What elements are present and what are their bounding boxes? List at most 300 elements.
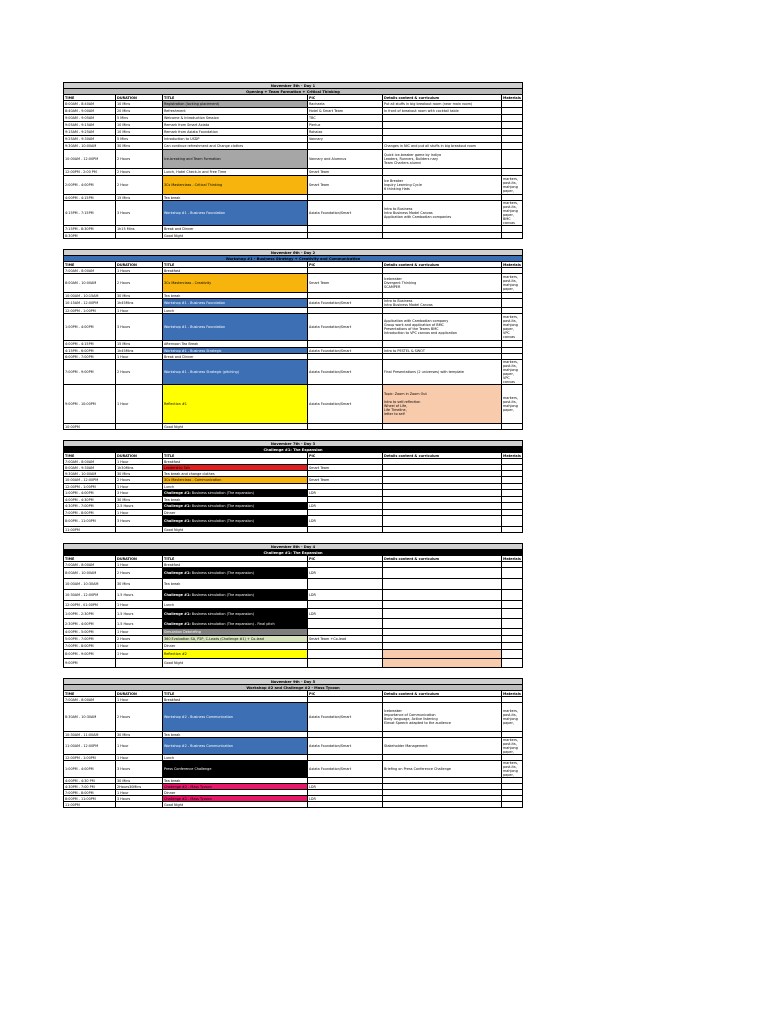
column-header: Materials <box>503 95 521 100</box>
schedule-row <box>64 108 523 115</box>
column-header: TIME <box>64 556 116 562</box>
cell-mat <box>502 101 523 108</box>
cell-dur: 2 Hours <box>116 636 163 643</box>
cell-time: 7:00AM - 8:00AM <box>64 268 116 274</box>
schedule-row <box>64 477 523 484</box>
cell-mat <box>502 341 523 348</box>
cell-title: Reflection #1 <box>163 385 308 424</box>
column-header: DURATION <box>116 556 163 562</box>
schedule-row <box>64 619 523 629</box>
day-date: November 5th - Day 1 <box>64 83 523 89</box>
cell-det <box>383 477 502 484</box>
column-header: DURATION <box>116 691 163 697</box>
column-header: TIME <box>64 453 116 459</box>
cell-pic: Hotel & Smart Team <box>308 108 383 115</box>
cell-title: Workshop #1 - Business Foundation <box>163 299 308 308</box>
cell-dur: 1 Hour <box>116 755 163 761</box>
cell-time: 9:05AM - 9:15AM <box>64 122 116 129</box>
cell-time: 5:00PM - 7:00PM <box>64 636 116 643</box>
day-theme: Workshop #1 - Business Strategy + Creativity and Communication <box>64 256 523 262</box>
cell-det <box>383 516 502 527</box>
cell-title: Dinner <box>163 510 308 516</box>
cell-time: 9:30AM - 10:00AM <box>64 143 116 150</box>
cell-dur: 1.5 Hours <box>116 609 163 619</box>
schedule-row <box>64 201 523 226</box>
cell-time: 8:00AM - 9:30AM <box>64 465 116 471</box>
cell-time: 4:00PM - 4:15PM <box>64 341 116 348</box>
cell-dur: 30 Mins <box>116 778 163 784</box>
cell-pic <box>308 226 383 233</box>
day-schedule <box>63 249 522 430</box>
cell-det: Icebreaker Divergent Thinking SCAMPER <box>383 274 502 293</box>
column-header: PIC <box>308 556 383 562</box>
cell-title: Tea break <box>163 579 308 590</box>
cell-time: 9:00PM - 10:00PM <box>64 385 116 424</box>
column-header: PIC <box>308 453 383 459</box>
cell-dur: 30 Mins <box>116 579 163 590</box>
cell-mat <box>502 601 523 609</box>
cell-det <box>383 129 502 136</box>
schedule-row <box>64 360 523 385</box>
schedule-row <box>64 629 523 636</box>
cell-mat <box>502 150 523 169</box>
cell-title: Good Night <box>163 802 308 808</box>
schedule-row <box>64 424 523 430</box>
cell-title: Workshop #2 - Business Communication <box>163 738 308 755</box>
cell-dur: 2 Hour <box>116 176 163 195</box>
cell-det <box>383 136 502 143</box>
cell-pic: Axiata Foundation/Smart <box>308 201 383 226</box>
cell-title: Workshop #1 - Business Strategic (pitching) <box>163 360 308 385</box>
cell-pic: Smart Team +Co-lead <box>308 636 383 643</box>
cell-time: 9:15AM - 9:25AM <box>64 129 116 136</box>
cell-det <box>383 643 502 650</box>
cell-dur: 1 Hour <box>116 354 163 360</box>
cell-det <box>383 609 502 619</box>
schedule-row <box>64 802 523 808</box>
cell-time: 7:00PM - 8:00PM <box>64 790 116 796</box>
cell-title: 3Cs Masterclass - Communication <box>163 477 308 484</box>
cell-mat <box>502 643 523 650</box>
cell-pic: Smart Team <box>308 465 383 471</box>
cell-mat <box>502 516 523 527</box>
cell-title: Good Night <box>163 233 308 239</box>
cell-title: Workshop #2 - Business Communication <box>163 703 308 732</box>
cell-time: 7:00AM - 8:00AM <box>64 562 116 568</box>
cell-dur: 3 Hours <box>116 201 163 226</box>
cell-mat: markers, post-its, mahjong paper, <box>502 761 523 778</box>
schedule-row <box>64 274 523 293</box>
cell-det <box>383 619 502 629</box>
column-header: TIME <box>64 691 116 697</box>
schedule-row <box>64 650 523 659</box>
cell-dur: 1 Hour <box>116 601 163 609</box>
cell-title: Lunch, Hotel Check-in and Free Time <box>163 169 308 176</box>
cell-title: Breakfast <box>163 562 308 568</box>
column-header: TITLE <box>163 95 308 101</box>
cell-pic <box>308 579 383 590</box>
cell-pic <box>308 802 383 808</box>
cell-mat <box>502 143 523 150</box>
cell-title: Tea break and change clothes <box>163 471 308 477</box>
cell-pic <box>308 233 383 239</box>
cell-pic: Smart Team <box>308 274 383 293</box>
cell-mat <box>502 579 523 590</box>
cell-det <box>383 636 502 643</box>
schedule-row <box>64 503 523 510</box>
cell-title: Challenge #1: Business simulation (The expansion) <box>163 568 308 579</box>
cell-title: Challenge #1: Business simulation (The expansion) <box>163 490 308 497</box>
cell-pic: LDR <box>308 796 383 802</box>
cell-dur: 1 Hours <box>116 268 163 274</box>
cell-pic <box>308 629 383 636</box>
cell-title: Introduction to USDP <box>163 136 308 143</box>
cell-pic <box>308 527 383 533</box>
cell-mat <box>502 503 523 510</box>
cell-title: Registration (locking placement) <box>163 101 308 108</box>
cell-time: 9:30AM - 10:00AM <box>64 471 116 477</box>
cell-time: 8:30AM - 10:30AM <box>64 703 116 732</box>
cell-title: Tea break <box>163 195 308 201</box>
cell-det: Intro to Business Intro Business Model Canvas Application with Cambodian companies <box>383 201 502 226</box>
cell-det <box>383 601 502 609</box>
cell-dur: 10 Mins <box>116 122 163 129</box>
cell-mat <box>502 136 523 143</box>
cell-dur <box>116 659 163 668</box>
cell-mat <box>502 636 523 643</box>
cell-mat: markers, post-its, mahjong paper, <box>502 738 523 755</box>
cell-det <box>383 568 502 579</box>
cell-dur: 1 Hour <box>116 790 163 796</box>
schedule-row <box>64 590 523 601</box>
cell-dur: 1 Hour <box>116 738 163 755</box>
cell-title: Remark from Smart Axiata <box>163 122 308 129</box>
cell-title: Afternoon Tea Break <box>163 341 308 348</box>
cell-dur: 1h15 Mins <box>116 226 163 233</box>
cell-time: 4:15PM - 6:00PM <box>64 348 116 354</box>
column-header: Details content & curriculum <box>383 691 502 697</box>
cell-dur <box>116 802 163 808</box>
cell-time: 10:00AM - 10:30AM <box>64 579 116 590</box>
cell-title: Dinner <box>163 643 308 650</box>
cell-mat <box>502 129 523 136</box>
cell-dur: 15 Mins <box>116 341 163 348</box>
cell-title: Leadership Talk <box>163 465 308 471</box>
cell-dur <box>116 424 163 430</box>
cell-mat <box>502 115 523 122</box>
schedule-row <box>64 568 523 579</box>
cell-title: Lunch <box>163 308 308 314</box>
cell-dur: 1 Hour <box>116 484 163 490</box>
cell-title: Good Night <box>163 659 308 668</box>
cell-time: 9:00AM - 9:05AM <box>64 115 116 122</box>
cell-pic: Axiata Foundation/Smart <box>308 299 383 308</box>
schedule-row <box>64 659 523 668</box>
cell-title: Challenge #1: Business simulation (The expansion) <box>163 590 308 601</box>
schedule-row <box>64 233 523 239</box>
cell-time: 11:00AM - 12:00PM <box>64 738 116 755</box>
schedule-table <box>63 440 523 533</box>
cell-det <box>383 115 502 122</box>
cell-mat <box>502 527 523 533</box>
cell-time: 8:30PM <box>64 233 116 239</box>
cell-title: Welcome & Introduction Session <box>163 115 308 122</box>
schedule-table <box>63 82 523 239</box>
cell-time: 7:00PM - 8:00PM <box>64 643 116 650</box>
cell-title: Tea break <box>163 732 308 738</box>
cell-dur: 2 Hours <box>116 477 163 484</box>
cell-det: Put all stuffs in big breakout room (near main room) <box>383 101 502 108</box>
cell-title: Break and Dinner <box>163 354 308 360</box>
cell-title: Press Conference Challenge <box>163 761 308 778</box>
day-theme: Workshop #2 and Challenge #2 - Mass Tycoon <box>64 685 523 691</box>
schedule-table <box>63 543 523 668</box>
cell-mat <box>502 424 523 430</box>
cell-time: 8:00PM - 11:00PM <box>64 796 116 802</box>
schedule-row <box>64 738 523 755</box>
schedule-row <box>64 176 523 195</box>
cell-dur: 3 Hours <box>116 761 163 778</box>
schedule-row <box>64 299 523 308</box>
column-header: Details content & curriculum <box>383 453 502 459</box>
day-theme: Opening + Team Formation + Critical Thinking <box>64 89 523 95</box>
schedule-page <box>63 82 522 818</box>
cell-pic: Rachaela <box>308 101 383 108</box>
cell-dur: 1 Hour <box>116 629 163 636</box>
cell-dur: 1 Hour <box>116 697 163 703</box>
cell-pic <box>308 643 383 650</box>
cell-title: Breakfast <box>163 268 308 274</box>
cell-time: 4:30PM - 7:00PM <box>64 503 116 510</box>
cell-time: 9:25AM - 9:30AM <box>64 136 116 143</box>
cell-pic <box>308 424 383 430</box>
cell-dur: 10 Mins <box>116 129 163 136</box>
cell-dur: 30 Mins <box>116 497 163 503</box>
cell-time: 8:00AM - 10:00AM <box>64 274 116 293</box>
cell-pic: Axiata Foundation/Smart <box>308 738 383 755</box>
cell-title: Lunch <box>163 484 308 490</box>
cell-pic <box>308 601 383 609</box>
cell-dur: 1h45Mins <box>116 299 163 308</box>
cell-det <box>383 424 502 430</box>
cell-dur: 30 Mins <box>116 471 163 477</box>
schedule-row <box>64 385 523 424</box>
cell-title: 360 Evaluation SA, P2P, C-Leads (Challenge #1) + Co-lead <box>163 636 308 643</box>
cell-pic: Axiata Foundation/Smart <box>308 360 383 385</box>
cell-dur: 2 Hours <box>116 703 163 732</box>
schedule-row <box>64 527 523 533</box>
cell-dur: 3 Hours <box>116 516 163 527</box>
cell-title: 3Cs Masterclass - Creativity <box>163 274 308 293</box>
column-header: DURATION <box>116 262 163 268</box>
cell-mat <box>502 490 523 497</box>
cell-pic: LDR <box>308 516 383 527</box>
cell-mat <box>502 233 523 239</box>
day-schedule <box>63 678 522 808</box>
cell-dur: 1.5 Hours <box>116 590 163 601</box>
cell-mat <box>502 568 523 579</box>
cell-title: Remark from Axiata Foundation <box>163 129 308 136</box>
cell-dur: 1h30Mins <box>116 465 163 471</box>
cell-pic: LDR <box>308 784 383 790</box>
cell-mat <box>502 609 523 619</box>
cell-time: 12:00PM - 2:00 PM <box>64 169 116 176</box>
cell-title: Can continue refreshment and Change clothes <box>163 143 308 150</box>
cell-det: Icebreaker Importance of Communication Body language, Active listening Elevat Speech adapted to the audience <box>383 703 502 732</box>
column-header: Materials <box>503 262 521 267</box>
cell-dur: 1 Hour <box>116 459 163 465</box>
cell-det: Ice Breaker Inquiry Learning Cycle 6 thinking Hats <box>383 176 502 195</box>
column-header: PIC <box>308 262 383 268</box>
cell-pic: TBC <box>308 115 383 122</box>
cell-title: Challenge #2 - Mass Tycoon <box>163 796 308 802</box>
cell-time: 4:15PM - 7:15PM <box>64 201 116 226</box>
cell-dur: 15 Mins <box>116 195 163 201</box>
cell-pic <box>308 143 383 150</box>
column-header: TITLE <box>163 262 308 268</box>
cell-det <box>383 590 502 601</box>
cell-dur: 1 Hour <box>116 308 163 314</box>
cell-time: 2:30PM - 4:00PM <box>64 619 116 629</box>
cell-title: Good Night <box>163 527 308 533</box>
cell-time: 9:00PM <box>64 659 116 668</box>
cell-time: 10:00AM - 12:00PM <box>64 477 116 484</box>
cell-pic: Axiata Foundation/Smart <box>308 385 383 424</box>
cell-dur: 2 Hours <box>116 568 163 579</box>
cell-pic <box>308 659 383 668</box>
cell-time: 7:00AM - 8:00AM <box>64 697 116 703</box>
cell-mat <box>502 299 523 308</box>
cell-pic: Axiata Foundation/Smart <box>308 314 383 341</box>
cell-dur <box>116 233 163 239</box>
cell-dur: 1 Hour <box>116 385 163 424</box>
cell-pic <box>308 650 383 659</box>
cell-pic: Smart Team <box>308 169 383 176</box>
cell-title: Tea break <box>163 497 308 503</box>
cell-title: Challenge #1: Business simulation (The expansion) <box>163 609 308 619</box>
cell-pic: Vannary and Alumnus <box>308 150 383 169</box>
schedule-row <box>64 314 523 341</box>
cell-time: 12:00PM - 1:00PM <box>64 755 116 761</box>
cell-pic: Axiata Foundation/Smart <box>308 703 383 732</box>
cell-det <box>383 802 502 808</box>
cell-mat: markers, post-its, mahjong paper, <box>502 385 523 424</box>
cell-mat <box>502 169 523 176</box>
cell-pic: LDR <box>308 568 383 579</box>
day-schedule <box>63 82 522 239</box>
day-theme: Challenge #1: The Expansion <box>64 550 523 556</box>
column-header: Details content & curriculum <box>383 95 502 101</box>
column-header: PIC <box>308 691 383 697</box>
cell-pic: LDR <box>308 503 383 510</box>
cell-dur: 2 Hours <box>116 150 163 169</box>
schedule-row <box>64 226 523 233</box>
cell-dur: 3 Hours <box>116 796 163 802</box>
schedule-row <box>64 490 523 497</box>
cell-mat <box>502 477 523 484</box>
cell-dur: 20 Mins <box>116 108 163 115</box>
cell-time: 1:00PM - 4:00PM <box>64 314 116 341</box>
cell-mat <box>502 619 523 629</box>
cell-dur: 3 Hours <box>116 314 163 341</box>
cell-dur: 10 Mins <box>116 101 163 108</box>
column-header: DURATION <box>116 453 163 459</box>
column-header: Details content & curriculum <box>383 262 502 268</box>
cell-title: Challenge #1: Business simulation (The expansion) - Final pitch <box>163 619 308 629</box>
cell-dur: 2 Hours <box>116 360 163 385</box>
day-schedule <box>63 440 522 533</box>
cell-dur: 2 Hours <box>116 274 163 293</box>
cell-time: 4:30PM - 7:00 PM <box>64 784 116 790</box>
cell-det <box>383 233 502 239</box>
cell-det: Changes in NIC and put all stuffs in big breakout room <box>383 143 502 150</box>
cell-time: 10:30AM - 12:00PM <box>64 590 116 601</box>
cell-title: Breakfast <box>163 697 308 703</box>
cell-mat <box>502 659 523 668</box>
cell-det <box>383 527 502 533</box>
cell-pic: Rohaizo <box>308 129 383 136</box>
schedule-row <box>64 636 523 643</box>
cell-time: 7:00PM - 9:00PM <box>64 360 116 385</box>
schedule-row <box>64 150 523 169</box>
cell-det <box>383 629 502 636</box>
cell-title: Breakfast <box>163 459 308 465</box>
cell-dur: 1 Hour <box>116 643 163 650</box>
cell-time: 8:00PM - 11:00PM <box>64 516 116 527</box>
cell-det: Intro to PESTEL & SWOT <box>383 348 502 354</box>
cell-mat <box>502 108 523 115</box>
cell-time: 8:40AM - 9:00AM <box>64 108 116 115</box>
schedule-row <box>64 601 523 609</box>
cell-time: 8:00AM - 10:00AM <box>64 568 116 579</box>
cell-mat: markers, post-its, mahjong paper, BMC canvas <box>502 201 523 226</box>
cell-pic: Vannary <box>308 136 383 143</box>
cell-title: Lunch <box>163 755 308 761</box>
cell-pic: LDR <box>308 609 383 619</box>
cell-dur: 30 Mins <box>116 293 163 299</box>
cell-mat: markers, post-its, mahjong paper, <box>502 703 523 732</box>
cell-title: Break and Dinner <box>163 226 308 233</box>
cell-time: 8:00PM - 9:00PM <box>64 650 116 659</box>
cell-det <box>383 122 502 129</box>
cell-det: Quick ice-breaker game by Indiya Leaders, Runners, Builders nary Team Charters alumni <box>383 150 502 169</box>
cell-det: Topic: Zoom in Zoom Out Intro to self-reflection Wheel of Life, Life Timeline, letter to self <box>383 385 502 424</box>
cell-dur: 30 Mins <box>116 732 163 738</box>
cell-time: 1:00PM - 4:00PM <box>64 761 116 778</box>
cell-dur <box>116 527 163 533</box>
column-header: TITLE <box>163 691 308 697</box>
cell-det: Intro to Business Intro Business Model Canvas <box>383 299 502 308</box>
day-date: November 8th - Day 4 <box>64 544 523 550</box>
cell-time: 10:00AM - 10:15AM <box>64 293 116 299</box>
cell-det <box>383 341 502 348</box>
cell-mat <box>502 802 523 808</box>
column-header: DURATION <box>116 95 163 101</box>
cell-title: Lunch <box>163 601 308 609</box>
cell-time: 7:00PM - 8:00PM <box>64 510 116 516</box>
cell-det <box>383 503 502 510</box>
cell-time: 4:00PM - 4:30PM <box>64 497 116 503</box>
cell-pic: LDR <box>308 590 383 601</box>
cell-dur: 1.5 Hours <box>116 619 163 629</box>
cell-title: 3Cs Masterclass - Critical Thinking <box>163 176 308 195</box>
cell-time: 6:00PM - 7:00PM <box>64 354 116 360</box>
cell-dur: 1 Hour <box>116 650 163 659</box>
cell-title: Tea break <box>163 778 308 784</box>
cell-title: Refreshment <box>163 108 308 115</box>
cell-time: 8:00AM - 8:40AM <box>64 101 116 108</box>
cell-pic <box>308 341 383 348</box>
